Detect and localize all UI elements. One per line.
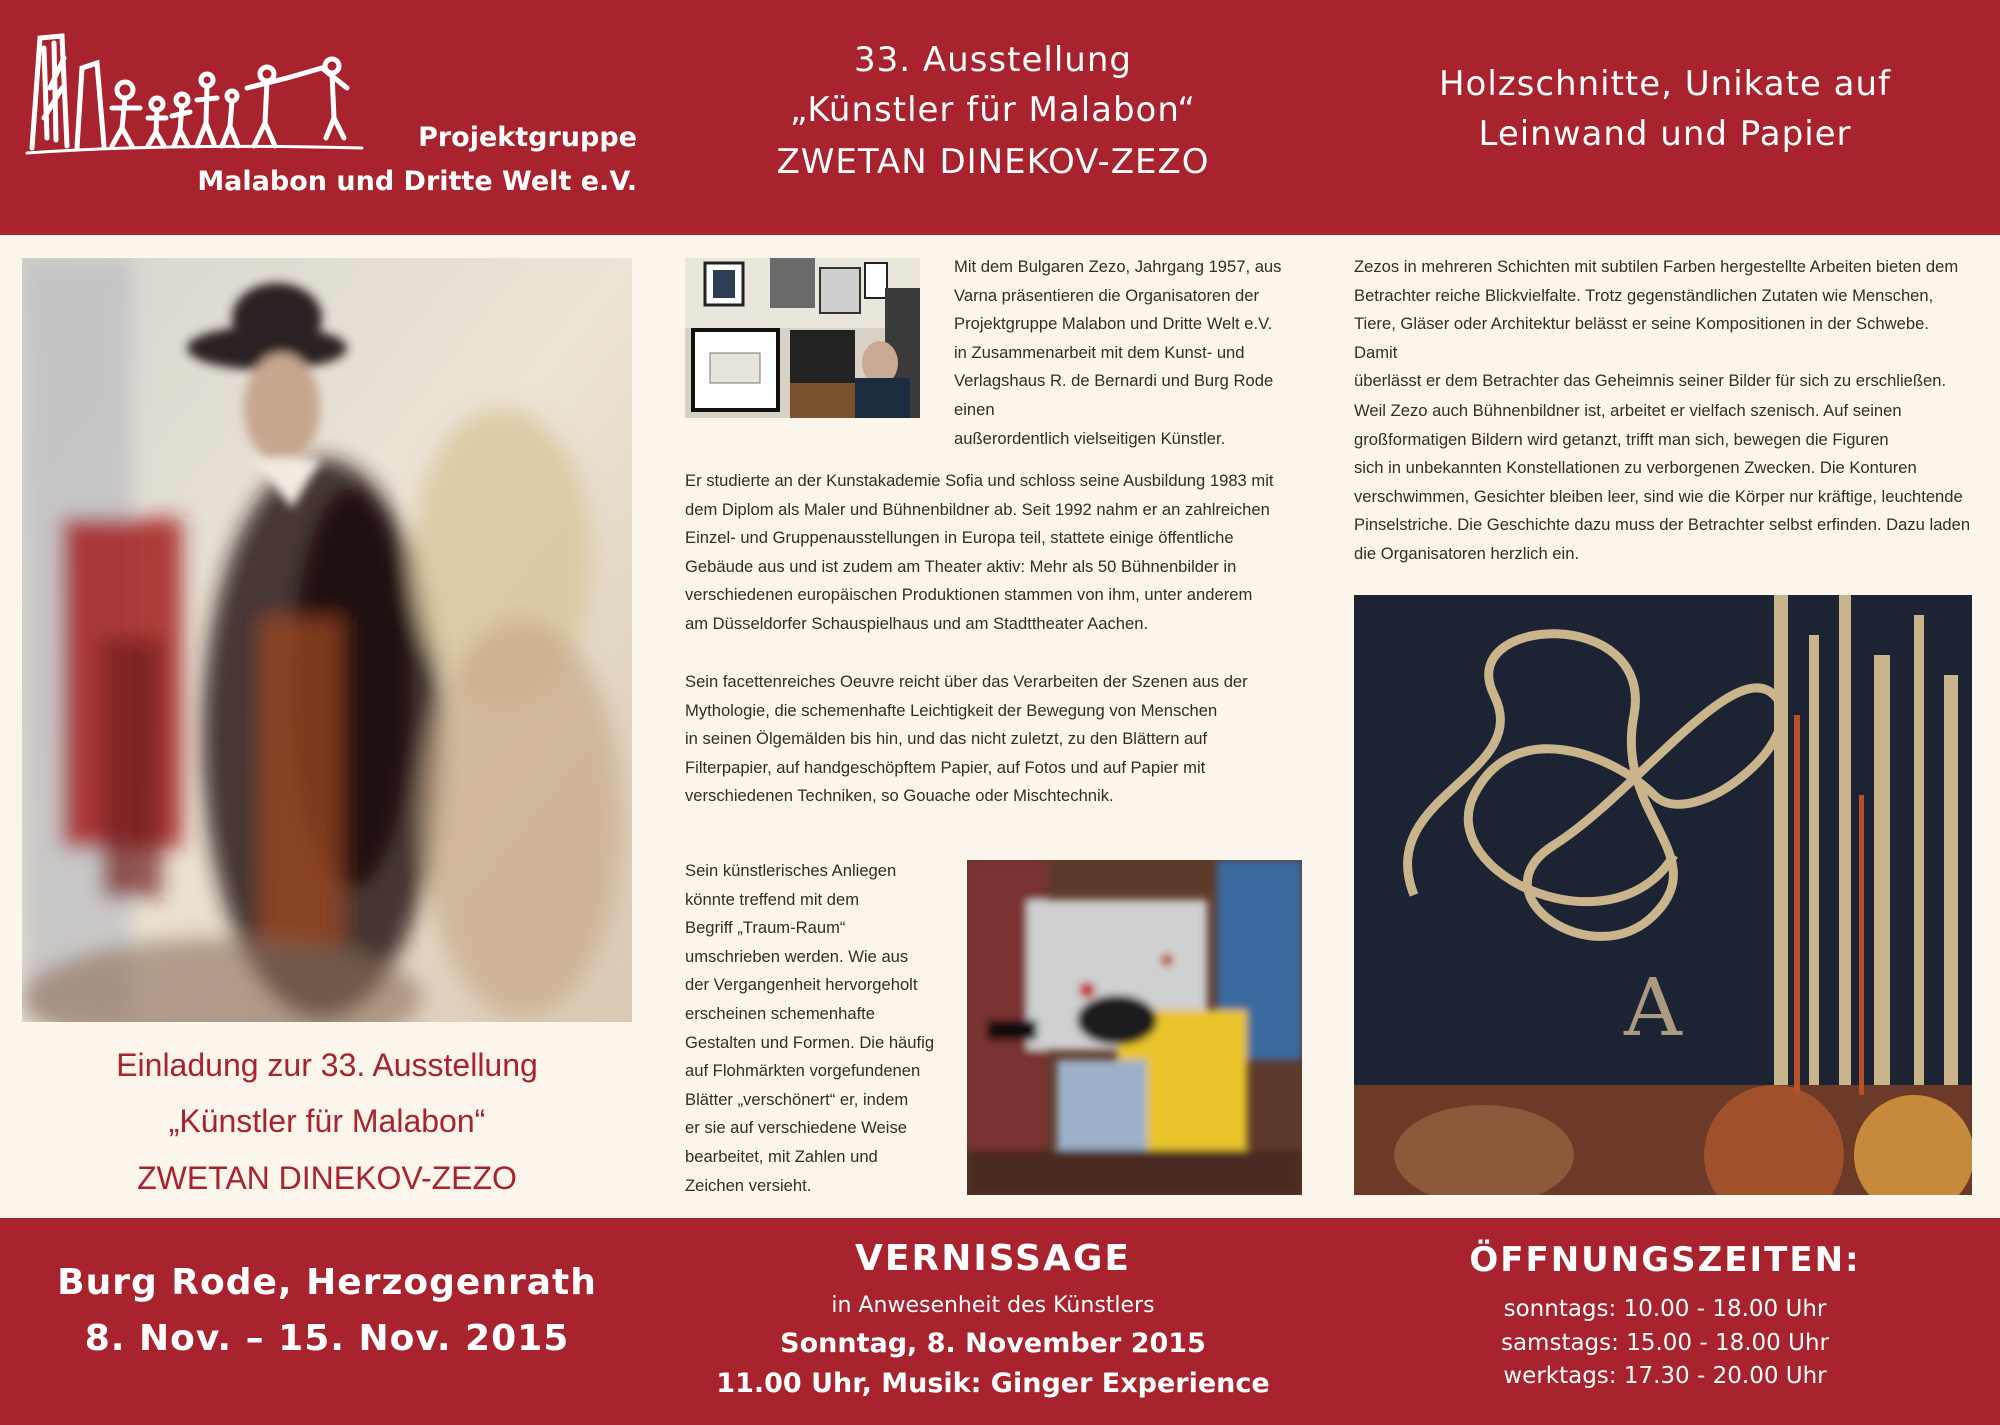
text-line: Sein facettenreiches Oeuvre reicht über das Verarbeiten der Szenen aus der xyxy=(685,672,1248,691)
text-line: in Zusammenarbeit mit dem Kunst- und xyxy=(954,342,1245,362)
header-band xyxy=(0,0,2000,235)
text-line: Einzel- und Gruppenausstellungen in Europa teil, stattete einige öffentliche xyxy=(685,528,1234,548)
vernissage-subtitle: in Anwesenheit des Künstlers xyxy=(831,1293,1155,1318)
text-line: verschiedenen Techniken, so Gouache oder Mischtechnik. xyxy=(685,786,1114,806)
woodcut-letter: A xyxy=(1624,961,1682,1054)
text-line: Weil Zezo auch Bühnenbildner ist, arbeitet er vielfach szenisch. Auf seinen xyxy=(1354,401,1902,420)
text-line: die Organisatoren herzlich ein. xyxy=(1354,543,1580,563)
oeuvre-paragraph xyxy=(685,668,1325,811)
org-name-line1: Projektgruppe xyxy=(418,122,637,153)
text-line: Filterpapier, auf handgeschöpftem Papier, auf Fotos und auf Papier mit xyxy=(685,757,1206,777)
text-line: überlässt er dem Betrachter das Geheimnis seiner Bilder für sich zu erschließen. xyxy=(1354,371,1947,391)
text-line: der Vergangenheit hervorgeholt xyxy=(685,975,918,995)
text-line: Mythologie, die schemenhafte Leichtigkeit der Bewegung von Menschen xyxy=(685,700,1218,720)
text-line: Zezos in mehreren Schichten mit subtilen Farben hergestellte Arbeiten bieten dem xyxy=(1354,257,1959,276)
text-line: Er studierte an der Kunstakademie Sofia und schloss seine Ausbildung 1983 mit xyxy=(685,471,1274,490)
woodcut-artwork-image xyxy=(1354,595,1972,1195)
invitation-line2: „Künstler für Malabon“ xyxy=(168,1103,486,1139)
text-line: am Düsseldorfer Schauspielhaus und am Stadttheater Aachen. xyxy=(685,613,1149,633)
medium-line1: Holzschnitte, Unikate auf xyxy=(1438,64,1892,104)
text-line: dem Diplom als Maler und Bühnenbildner ab. Seit 1992 nahm er an zahlreichen xyxy=(685,499,1270,519)
invitation-line3: ZWETAN DINEKOV-ZEZO xyxy=(137,1160,517,1196)
text-line: könnte treffend mit dem xyxy=(685,889,860,909)
opening-hours-title: ÖFFNUNGSZEITEN: xyxy=(1469,1240,1861,1280)
vernissage-date: Sonntag, 8. November 2015 xyxy=(780,1328,1206,1359)
vernissage-time: 11.00 Uhr, Musik: Ginger Experience xyxy=(716,1368,1270,1399)
org-name-line2: Malabon und Dritte Welt e.V. xyxy=(197,166,637,197)
concept-paragraph xyxy=(685,857,955,1200)
scenic-paragraph xyxy=(1354,397,1974,569)
text-line: Zeichen versieht. xyxy=(685,1175,812,1195)
exhibition-series: „Künstler für Malabon“ xyxy=(789,90,1197,130)
painting-figure-image xyxy=(22,258,632,1022)
text-line: Gestalten und Formen. Die häufig xyxy=(685,1032,935,1052)
text-line: außerordentlich vielseitigen Künstler. xyxy=(954,428,1226,448)
text-line: Varna präsentieren die Organisatoren der xyxy=(954,285,1260,305)
vernissage-title: VERNISSAGE xyxy=(855,1238,1131,1279)
invitation-line1: Einladung zur 33. Ausstellung xyxy=(116,1047,538,1083)
text-line: auf Flohmärkten vorgefundenen xyxy=(685,1061,921,1081)
artist-name: ZWETAN DINEKOV-ZEZO xyxy=(776,142,1210,182)
text-line: er sie auf verschiedene Weise xyxy=(685,1118,907,1138)
footer-band xyxy=(0,1218,2000,1425)
text-line: Blätter „verschönert“ er, indem xyxy=(685,1089,909,1109)
text-line: Pinselstriche. Die Geschichte dazu muss der Betrachter selbst erfinden. Dazu laden xyxy=(1354,515,1971,535)
exhibition-dates: 8. Nov. – 15. Nov. 2015 xyxy=(84,1318,570,1359)
mixed-media-artwork-image xyxy=(967,860,1302,1195)
text-line: Tiere, Gläser oder Architektur belässt er seine Kompositionen in der Schwebe. Damit xyxy=(1354,314,1929,362)
artist-studio-photo xyxy=(685,258,920,418)
text-line: bearbeitet, mit Zahlen und xyxy=(685,1146,878,1166)
text-line: Begriff „Traum-Raum“ xyxy=(685,918,846,938)
opening-hours-sunday: sonntags: 10.00 - 18.00 Uhr xyxy=(1503,1296,1827,1322)
text-line: sich in unbekannten Konstellationen zu verborgenen Zwecken. Die Konturen xyxy=(1354,458,1917,478)
text-line: Verlagshaus R. de Bernardi und Burg Rode einen xyxy=(954,371,1274,419)
location: Burg Rode, Herzogenrath xyxy=(57,1262,597,1303)
text-line: Projektgruppe Malabon und Dritte Welt e.V. xyxy=(954,314,1273,334)
text-line: erscheinen schemenhafte xyxy=(685,1003,876,1023)
text-line: verschwimmen, Gesichter bleiben leer, sind wie die Körper nur kräftige, leuchtende xyxy=(1354,486,1963,506)
text-line: umschrieben werden. Wie aus xyxy=(685,946,909,966)
text-line: Gebäude aus und ist zudem am Theater aktiv: Mehr als 50 Bühnenbilder in xyxy=(685,556,1237,576)
layers-paragraph xyxy=(1354,253,1974,396)
text-line: Mit dem Bulgaren Zezo, Jahrgang 1957, aus xyxy=(954,257,1282,276)
text-line: großformatigen Bildern wird getanzt, trifft man sich, bewegen die Figuren xyxy=(1354,429,1889,449)
dancing-figures-logo-icon xyxy=(22,28,372,158)
opening-hours-saturday: samstags: 15.00 - 18.00 Uhr xyxy=(1500,1330,1829,1356)
text-line: verschiedenen europäischen Produktionen stammen von ihm, unter anderem xyxy=(685,585,1253,605)
opening-hours-weekday: werktags: 17.30 - 20.00 Uhr xyxy=(1503,1363,1827,1389)
text-line: Sein künstlerisches Anliegen xyxy=(685,861,897,880)
intro-paragraph xyxy=(954,253,1314,453)
medium-line2: Leinwand und Papier xyxy=(1478,114,1852,154)
exhibition-number: 33. Ausstellung xyxy=(854,40,1132,80)
text-line: Betrachter reiche Blickvielfalte. Trotz gegenständlichen Zutaten wie Menschen, xyxy=(1354,285,1934,305)
biography-paragraph xyxy=(685,467,1325,639)
text-line: in seinen Ölgemälden bis hin, und das nicht zuletzt, zu den Blättern auf xyxy=(685,729,1208,749)
